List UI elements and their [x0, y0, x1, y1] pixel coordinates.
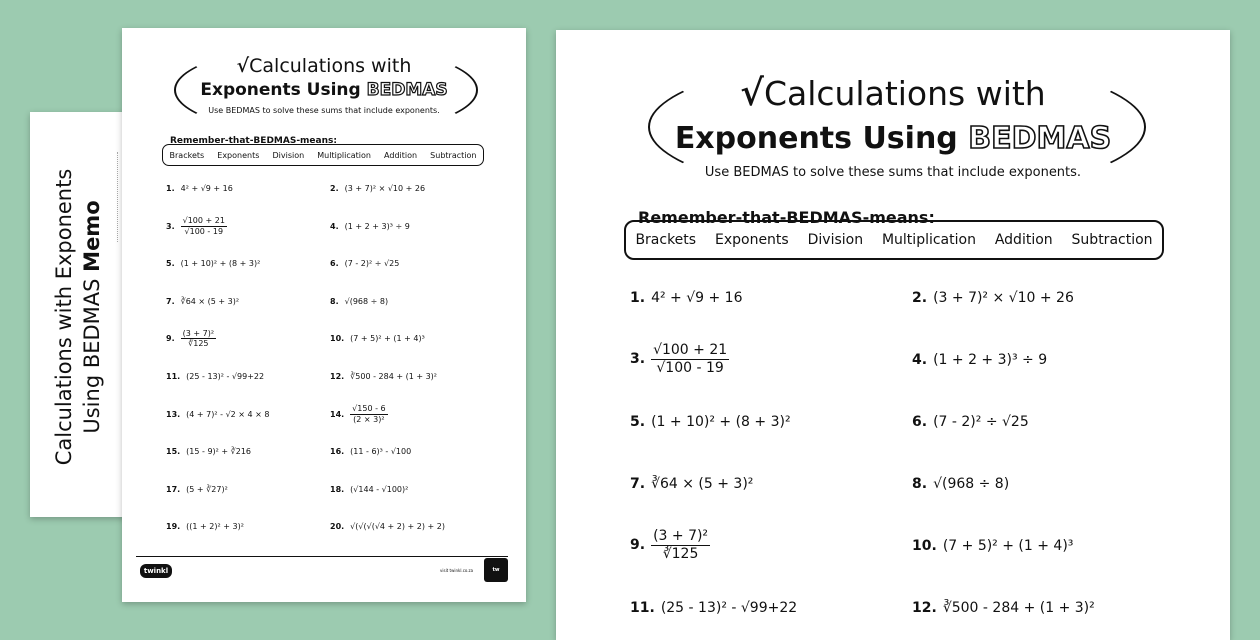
- question-expression: (7 + 5)² + (1 + 4)³: [350, 334, 425, 344]
- question-expression: (4 + 7)² - √2 × 4 × 8: [186, 409, 270, 419]
- question-number: 7.: [166, 296, 175, 306]
- title-line2: Exponents Using: [200, 80, 361, 100]
- instruction-text: Use BEDMAS to solve these sums that include exponents.: [704, 165, 1082, 180]
- question-item: [330, 297, 388, 306]
- question-expression: √(√(√(√4 + 2) + 2) + 2): [350, 522, 446, 532]
- question-expression: √(968 ÷ 8): [933, 476, 1010, 492]
- worksheet-title: [122, 54, 526, 120]
- question-item: [330, 522, 445, 531]
- question-item: [166, 485, 228, 494]
- numerator: √100 + 21: [653, 342, 728, 359]
- question-item: [330, 334, 425, 343]
- memo-title-line1: Calculations with Exponents: [52, 168, 76, 466]
- question-number: 5.: [630, 414, 646, 430]
- question-number: 2.: [912, 290, 928, 306]
- worksheet-title: [556, 70, 1230, 183]
- footer-url: visit twinkl.co.za: [440, 568, 474, 573]
- fraction: [651, 342, 729, 377]
- question-number: 3.: [630, 351, 646, 368]
- bedmas-word: Division: [272, 150, 305, 160]
- question-item: [330, 184, 425, 193]
- question-number: 8.: [912, 476, 928, 492]
- question-item: [630, 528, 710, 563]
- worksheet-main: [556, 30, 1230, 640]
- question-item: [912, 352, 1047, 368]
- question-item: [166, 372, 264, 381]
- question-expression: (1 + 10)² + (8 + 3)²: [180, 259, 261, 269]
- title-line1: Calculations with: [763, 74, 1046, 113]
- bedmas-word: Addition: [994, 232, 1053, 248]
- bedmas-word: Exponents: [217, 150, 260, 160]
- question-expression: ((1 + 2)² + 3)²: [186, 522, 244, 532]
- bedmas-word: Exponents: [714, 232, 789, 248]
- denominator: √100 - 19: [656, 359, 724, 376]
- question-expression: (3 + 7)² × √10 + 26: [933, 290, 1074, 306]
- remember-heading: Remember-that-BEDMAS-means:: [170, 136, 337, 146]
- question-number: 1.: [166, 184, 175, 193]
- bedmas-word: Brackets: [169, 150, 205, 160]
- memo-title-bold: Memo: [80, 200, 104, 272]
- bedmas-box: [162, 144, 484, 166]
- sqrt-icon: √: [740, 72, 764, 114]
- question-expression: (15 - 9)² + ∛216: [186, 447, 252, 457]
- denominator: ∛125: [662, 545, 699, 562]
- fraction: [350, 404, 387, 424]
- remember-heading: Remember-that-BEDMAS-means:: [638, 208, 935, 227]
- question-item: [166, 329, 216, 349]
- question-number: 10.: [912, 538, 937, 554]
- question-item: [630, 414, 791, 430]
- twinkl-logo: twinkl: [140, 564, 172, 578]
- title-bedmas: BEDMAS: [366, 80, 448, 100]
- question-item: [630, 290, 743, 306]
- bedmas-word: Addition: [384, 150, 418, 160]
- question-number: 20.: [330, 522, 345, 532]
- question-item: [330, 222, 410, 231]
- question-expression: (3 + 7)² × √10 + 26: [344, 184, 426, 193]
- footer-divider: [136, 556, 508, 557]
- question-number: 11.: [630, 600, 655, 616]
- title-bedmas: BEDMAS: [968, 121, 1112, 156]
- question-expression: (1 + 2 + 3)³ ÷ 9: [344, 221, 410, 231]
- memo-title: [50, 169, 106, 466]
- question-number: 4.: [330, 221, 339, 231]
- question-number: 7.: [630, 476, 646, 492]
- question-expression: (7 - 2)² ÷ √25: [933, 414, 1029, 430]
- question-expression: (√144 - √100)²: [350, 484, 409, 494]
- question-number: 2.: [330, 184, 339, 193]
- question-item: [330, 372, 437, 381]
- question-expression: (7 - 2)² ÷ √25: [344, 259, 400, 269]
- question-item: [166, 297, 239, 306]
- question-expression: (7 + 5)² + (1 + 4)³: [942, 538, 1074, 554]
- question-number: 12.: [330, 372, 345, 381]
- bedmas-word: Division: [807, 232, 864, 248]
- question-item: [330, 259, 399, 268]
- question-expression: (25 - 13)² - √99+22: [660, 600, 798, 616]
- question-number: 8.: [330, 296, 339, 306]
- question-number: 14.: [330, 409, 345, 419]
- fraction: [651, 528, 710, 563]
- twinkl-badge-icon: tw: [484, 558, 508, 582]
- question-expression: ∛64 × (5 + 3)²: [180, 296, 240, 306]
- sqrt-icon: √: [236, 55, 250, 77]
- title-line2: Exponents Using: [674, 121, 958, 156]
- question-number: 15.: [166, 447, 181, 457]
- question-number: 16.: [330, 447, 345, 457]
- question-item: [166, 184, 233, 193]
- question-item: [166, 216, 227, 236]
- question-number: 13.: [166, 409, 181, 419]
- question-item: [330, 485, 408, 494]
- question-item: [912, 290, 1074, 306]
- question-expression: √(968 ÷ 8): [344, 296, 389, 306]
- question-item: [630, 342, 729, 377]
- question-expression: ∛500 - 284 + (1 + 3)²: [942, 600, 1095, 616]
- question-item: [912, 538, 1073, 554]
- question-expression: (11 - 6)³ - √100: [350, 447, 412, 457]
- denominator: (2 × 3)²: [353, 414, 385, 424]
- memo-page: [30, 112, 126, 517]
- question-expression: (1 + 2 + 3)³ ÷ 9: [933, 352, 1048, 368]
- fraction: [181, 329, 216, 349]
- numerator: (3 + 7)²: [653, 528, 709, 545]
- question-number: 10.: [330, 334, 345, 344]
- numerator: √150 - 6: [352, 404, 386, 413]
- question-expression: 4² + √9 + 16: [651, 290, 743, 306]
- question-item: [166, 447, 251, 456]
- question-expression: ∛64 × (5 + 3)²: [651, 476, 754, 492]
- question-number: 6.: [912, 414, 928, 430]
- bedmas-word: Multiplication: [317, 150, 371, 160]
- bedmas-word: Subtraction: [1071, 232, 1153, 248]
- memo-title-line2: Using BEDMAS: [80, 278, 104, 434]
- question-number: 9.: [166, 334, 175, 344]
- question-item: [630, 600, 797, 616]
- question-item: [330, 404, 388, 424]
- question-item: [912, 600, 1095, 616]
- question-expression: (1 + 10)² + (8 + 3)²: [651, 414, 791, 430]
- question-item: [912, 414, 1029, 430]
- worksheet-thumbnail: [122, 28, 526, 602]
- question-number: 3.: [166, 221, 175, 231]
- numerator: √100 + 21: [182, 216, 225, 225]
- question-number: 18.: [330, 484, 345, 494]
- question-number: 4.: [912, 352, 928, 368]
- fraction: [181, 216, 227, 236]
- question-number: 12.: [912, 600, 937, 616]
- question-item: [330, 447, 411, 456]
- question-item: [912, 476, 1009, 492]
- question-item: [166, 259, 260, 268]
- bedmas-word: Subtraction: [430, 150, 477, 160]
- bedmas-word: Brackets: [635, 232, 697, 248]
- question-number: 1.: [630, 290, 646, 306]
- question-expression: (5 + ∛27)²: [186, 484, 228, 494]
- question-expression: 4² + √9 + 16: [180, 184, 233, 193]
- question-number: 5.: [166, 259, 175, 269]
- denominator: ∛125: [188, 339, 209, 349]
- question-number: 9.: [630, 537, 646, 554]
- question-number: 6.: [330, 259, 339, 269]
- bedmas-box: [624, 220, 1164, 260]
- question-item: [166, 522, 244, 531]
- question-item: [630, 476, 753, 492]
- denominator: √100 - 19: [184, 226, 224, 236]
- question-item: [166, 410, 270, 419]
- question-expression: ∛500 - 284 + (1 + 3)²: [350, 372, 437, 381]
- question-number: 19.: [166, 522, 181, 532]
- question-expression: (25 - 13)² - √99+22: [186, 372, 265, 381]
- question-number: 17.: [166, 484, 181, 494]
- numerator: (3 + 7)²: [182, 328, 215, 338]
- title-line1: Calculations with: [249, 55, 412, 77]
- question-number: 11.: [166, 372, 181, 381]
- instruction-text: Use BEDMAS to solve these sums that include exponents.: [208, 106, 440, 115]
- bedmas-word: Multiplication: [881, 232, 976, 248]
